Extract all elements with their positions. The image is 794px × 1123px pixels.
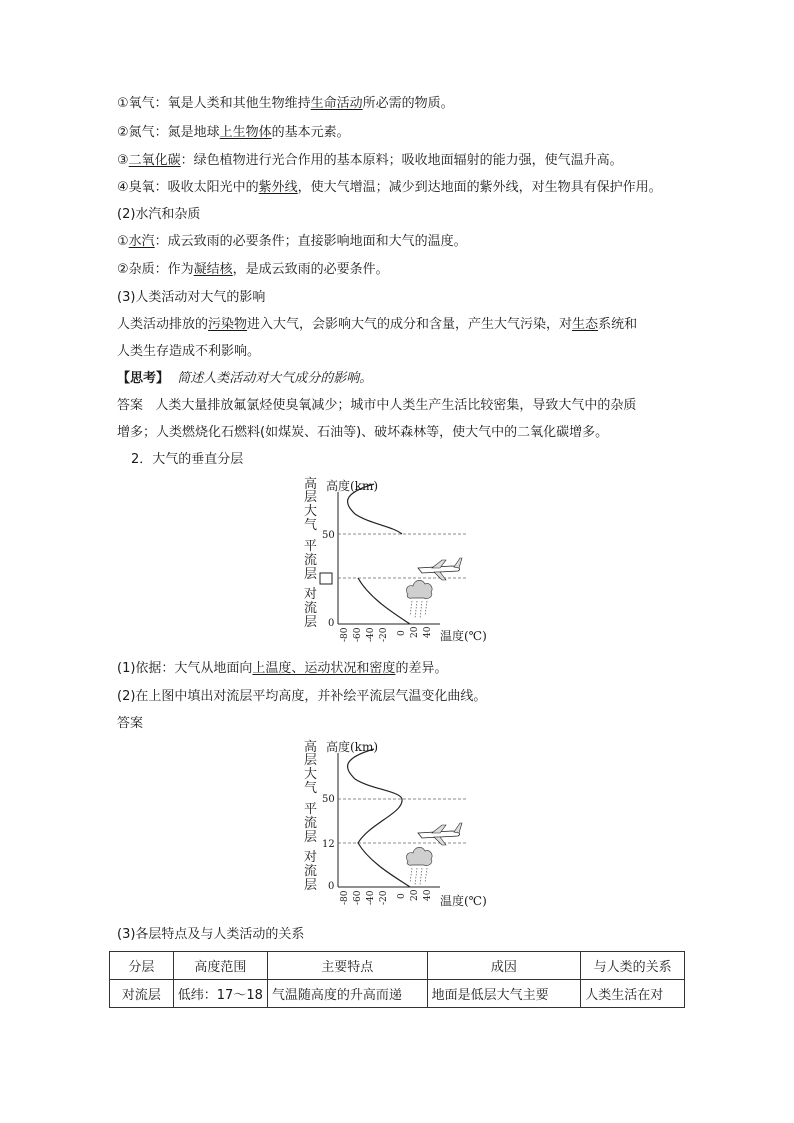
x-tick: 20 bbox=[410, 889, 420, 901]
table-header: 主要特点 bbox=[267, 952, 427, 980]
x-tick: -60 bbox=[353, 627, 363, 642]
tick-0: 0 bbox=[328, 881, 335, 892]
think-question: 简述人类活动对大气成分的影响。 bbox=[177, 371, 373, 386]
svg-text:流: 流 bbox=[304, 864, 318, 879]
layer-label-mid bbox=[304, 802, 317, 845]
svg-text:流: 流 bbox=[304, 601, 318, 616]
answer-label: 答案 bbox=[117, 398, 144, 413]
svg-text:高: 高 bbox=[304, 740, 318, 755]
nitrogen-line: ②氮气：氮是地球上生物体的基本元素。 bbox=[117, 125, 350, 140]
human-line-1: 人类活动排放的污染物进入大气，会影响大气的成分和含量，产生大气污染，对生态系统和 bbox=[117, 317, 638, 332]
svg-text:气: 气 bbox=[304, 518, 318, 533]
x-tick: 20 bbox=[410, 626, 420, 638]
svg-text:大: 大 bbox=[304, 767, 318, 782]
table-cell: 地面是低层大气主要 bbox=[427, 980, 581, 1008]
x-tick: 0 bbox=[397, 893, 407, 899]
x-tick: -80 bbox=[340, 627, 350, 642]
answer-line-1: 答案 人类大量排放氟氯烃使臭氧减少；城市中人类生产生活比较密集，导致大气中的杂质 bbox=[117, 398, 637, 413]
rain-cloud-icon bbox=[406, 580, 432, 618]
svg-text:层: 层 bbox=[304, 567, 318, 582]
layer-label-mid bbox=[304, 539, 317, 582]
svg-text:平: 平 bbox=[304, 802, 318, 817]
layers-table bbox=[109, 951, 685, 1008]
impurity-line: ②杂质：作为凝结核，是成云致雨的必要条件。 bbox=[117, 262, 389, 277]
layer-label-top bbox=[304, 739, 317, 796]
svg-text:气: 气 bbox=[304, 781, 318, 796]
atmosphere-diagram-question bbox=[300, 474, 500, 644]
tick-0: 0 bbox=[328, 618, 335, 629]
table-header: 成因 bbox=[427, 952, 581, 980]
table-header-row bbox=[110, 952, 685, 980]
x-tick: 40 bbox=[423, 626, 433, 638]
svg-text:层: 层 bbox=[304, 878, 318, 893]
x-tick: 40 bbox=[423, 889, 433, 901]
table-header: 与人类的关系 bbox=[581, 952, 685, 980]
svg-text:对: 对 bbox=[304, 587, 318, 602]
layer-label-top bbox=[304, 476, 317, 533]
table-cell: 气温随高度的升高而递 bbox=[267, 980, 427, 1008]
co2-line: ③二氧化碳：绿色植物进行光合作用的基本原料；吸收地面辐射的能力强，使气温升高。 bbox=[117, 153, 623, 168]
water-line: ①水汽：成云致雨的必要条件；直接影响地面和大气的温度。 bbox=[117, 234, 467, 249]
table-cell: 低纬：17～18 bbox=[173, 980, 267, 1008]
think-line bbox=[117, 371, 372, 387]
svg-text:层: 层 bbox=[304, 490, 318, 505]
answer-line-2: 增多；人类燃烧化石燃料(如煤炭、石油等)、破坏森林等，使大气中的二氧化碳增多。 bbox=[117, 425, 609, 440]
section-2-title: 2．大气的垂直分层 bbox=[131, 452, 244, 467]
tick-50: 50 bbox=[322, 530, 335, 541]
atmosphere-diagram-answer bbox=[300, 737, 500, 915]
x-tick: -40 bbox=[366, 627, 376, 642]
table-header: 高度范围 bbox=[173, 952, 267, 980]
svg-text:高: 高 bbox=[304, 477, 318, 492]
y-axis-label: 高度(km) bbox=[326, 479, 379, 493]
basis-line: (1)依据：大气从地面向上温度、运动状况和密度的差异。 bbox=[117, 661, 448, 676]
table-cell: 人类生活在对 bbox=[581, 980, 685, 1008]
tick-12: 12 bbox=[322, 839, 335, 850]
oxygen-line: ①氧气：氧是人类和其他生物维持生命活动所必需的物质。 bbox=[117, 96, 454, 111]
answer-box bbox=[320, 573, 332, 584]
layer-label-bot bbox=[304, 586, 317, 630]
table-header: 分层 bbox=[110, 952, 174, 980]
task-line: (2)在上图中填出对流层平均高度，并补绘平流层气温变化曲线。 bbox=[117, 689, 487, 704]
x-axis-label: 温度(℃) bbox=[440, 629, 487, 643]
heading-human: (3)人类活动对大气的影响 bbox=[117, 290, 266, 305]
svg-text:流: 流 bbox=[304, 816, 318, 831]
tick-50: 50 bbox=[322, 794, 335, 805]
x-axis-label: 温度(℃) bbox=[440, 894, 487, 908]
answer-label-2: 答案 bbox=[117, 716, 144, 731]
layer-label-bot bbox=[304, 849, 317, 893]
x-tick: -20 bbox=[379, 627, 389, 642]
table-cell: 对流层 bbox=[110, 980, 174, 1008]
temperature-curve-full bbox=[348, 749, 410, 887]
x-tick: -20 bbox=[379, 890, 389, 905]
svg-text:层: 层 bbox=[304, 615, 318, 630]
svg-text:层: 层 bbox=[304, 753, 318, 768]
heading-water-impurity: (2)水汽和杂质 bbox=[117, 207, 201, 222]
x-tick-labels bbox=[340, 626, 433, 642]
table-row bbox=[110, 980, 685, 1008]
x-tick-labels bbox=[340, 889, 433, 905]
svg-text:对: 对 bbox=[304, 850, 318, 865]
x-tick: -80 bbox=[340, 890, 350, 905]
x-tick: -60 bbox=[353, 890, 363, 905]
airplane-icon bbox=[418, 558, 462, 580]
y-axis-label: 高度(km) bbox=[326, 740, 379, 754]
rain-cloud-icon bbox=[406, 847, 432, 885]
think-tag: 【思考】 bbox=[117, 371, 170, 386]
x-tick: -40 bbox=[366, 890, 376, 905]
section-3-title: (3)各层特点及与人类活动的关系 bbox=[117, 927, 305, 942]
ozone-line: ④臭氧：吸收太阳光中的紫外线，使大气增温；减少到达地面的紫外线，对生物具有保护作用。 bbox=[117, 180, 662, 195]
x-tick: 0 bbox=[397, 630, 407, 636]
svg-text:平: 平 bbox=[304, 539, 318, 554]
svg-text:大: 大 bbox=[304, 504, 318, 519]
temperature-curve-lower bbox=[358, 578, 410, 624]
svg-text:层: 层 bbox=[304, 830, 318, 845]
human-line-2: 人类生存造成不利影响。 bbox=[117, 344, 261, 359]
svg-text:流: 流 bbox=[304, 553, 318, 568]
airplane-icon bbox=[418, 823, 462, 845]
